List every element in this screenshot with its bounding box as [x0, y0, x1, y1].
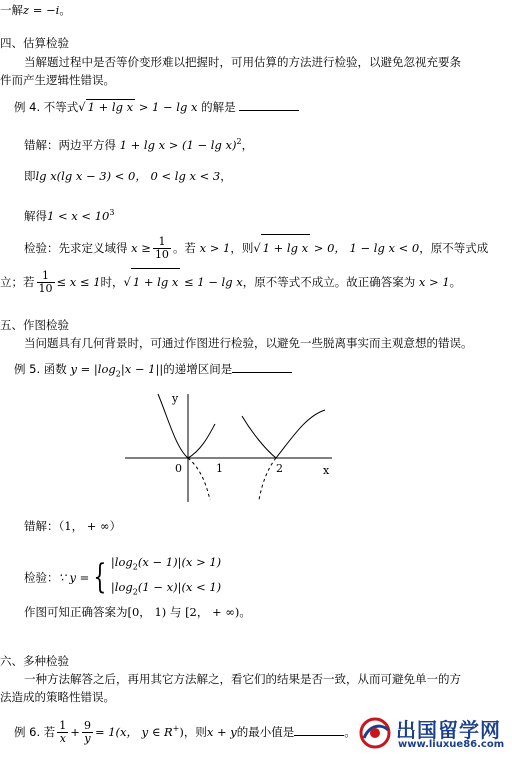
section-6-para-line-1: 一种方法解答之后，再用其它方法解之，看它们的结果是否一致，从而可避免单一的方 — [24, 672, 461, 686]
example-6-expr: = 1(x， y ∈ R — [94, 724, 173, 739]
cont-text-1: 立；若 — [0, 275, 35, 289]
f1-num: 1 — [59, 718, 67, 732]
check-4: 检验：先求定义域得 x ≥ $\frac{1}{10}$ 。若 x > 1，则√ 1 + lg x > 0， 1 − lg x < 0，原不等式成 — [24, 235, 489, 261]
section-5-heading: 五、作图检验 — [0, 318, 69, 332]
step-2-expr: 1 < x < 10 — [47, 208, 110, 223]
fraction-1-10 — [153, 236, 171, 261]
fraction-1-x — [57, 720, 68, 745]
example-4-sqrt: 1 + lg x — [87, 100, 134, 114]
logo-text: 出国留学网 — [396, 718, 501, 742]
intro-prefix: 一解 — [0, 3, 23, 17]
conclusion-5 — [24, 605, 251, 619]
step-2-exp: 3 — [109, 208, 115, 217]
wrong-expr: 1 + lg x > (1 − lg x) — [119, 137, 237, 152]
conclusion-end: 。 — [239, 605, 251, 619]
check-4-continued: 立；若 $\frac{1}{10}$ ≤ x ≤ 1时，√ 1 + lg x ≤ 1 − lg x，原不等式不成立。故正确答案为 x > 1。 — [0, 269, 462, 295]
wrong-solution-4 — [24, 135, 253, 152]
site-logo — [358, 712, 508, 754]
case-2-a: |log — [110, 580, 133, 595]
wrong-label-5: 错解： — [24, 519, 59, 533]
check-expr-3: > 0， 1 − lg x < 0 — [313, 241, 420, 255]
tick-label-1: 1 — [216, 462, 223, 475]
example-5-sub: 2 — [115, 369, 121, 379]
cont-expr-2: ≤ 1 − lg x — [183, 275, 243, 289]
wrong-solution-5 — [24, 519, 121, 533]
example-5-expr-2: |x − 1|| — [120, 362, 164, 376]
cont-expr-3: x > 1 — [418, 275, 450, 289]
piecewise-cases — [111, 552, 221, 603]
intro-end: 。 — [59, 3, 71, 17]
example-6-expr-end: ) — [179, 724, 184, 739]
conclusion-expr: [0， 1) 与 [2， + ∞) — [127, 605, 240, 619]
example-6-text-2: ，则 — [183, 724, 207, 739]
origin-label: 0 — [175, 462, 182, 475]
curve-falling-to-2 — [242, 416, 276, 458]
wrong-label: 错解： — [24, 137, 59, 152]
example-6-sup: + — [172, 724, 180, 733]
cont-sqrt: 1 + lg x — [131, 268, 180, 295]
check-because: ∵ y = — [58, 570, 90, 585]
curve-right-branch — [276, 410, 325, 458]
logo-swirl-icon — [358, 716, 392, 750]
section-4-para-line-2: 件而产生逻辑性错误。 — [0, 73, 115, 87]
case-2-b: (1 − x)|(x < 1) — [137, 580, 222, 595]
function-graph — [120, 388, 340, 506]
x-axis-label: x — [323, 464, 330, 477]
fraction-1-10-b — [37, 270, 55, 295]
f2-den: y — [84, 731, 91, 745]
conclusion-text: 作图可知正确答案为 — [24, 605, 128, 619]
check-text-2: 。若 — [172, 241, 196, 255]
wrong-end: ， — [241, 137, 254, 152]
check-label-5: 检验： — [24, 570, 59, 585]
example-5 — [14, 362, 292, 381]
case-1-a: |log — [110, 555, 133, 569]
case-1-b: (x − 1)|(x > 1) — [137, 555, 222, 569]
section-6-heading: 六、多种检验 — [0, 654, 69, 668]
example-6-question: 的最小值是 — [236, 724, 295, 739]
plus-sign: + — [70, 724, 80, 739]
case-1 — [111, 552, 221, 577]
frac-den-b: 10 — [38, 282, 53, 295]
answer-blank — [239, 100, 299, 111]
example-5-question: 的递增区间是 — [163, 362, 233, 376]
section-5-para: 当问题具有几何背景时，可通过作图进行检验，以避免一些脱离事实而主观意想的错误。 — [24, 336, 473, 350]
example-4-rhs: > 1 − lg x — [138, 100, 198, 114]
tick-label-2: 2 — [276, 462, 283, 475]
curve-dashed-right — [259, 458, 276, 500]
y-axis-label: y — [172, 392, 179, 405]
answer-blank-6 — [294, 725, 344, 736]
case-2 — [111, 577, 221, 602]
step-1-expr: lg x(lg x − 3) < 0， 0 < lg x < 3 — [35, 169, 221, 183]
example-6-label: 例 6. — [14, 724, 41, 739]
check-sqrt: 1 + lg x — [261, 234, 310, 261]
brace-icon: { — [93, 557, 107, 598]
intro-expr: z = −i — [23, 3, 60, 17]
example-6 — [14, 716, 356, 745]
example-6-end: 。 — [344, 724, 356, 739]
wrong-text: 两边平方得 — [58, 137, 116, 152]
wrong-exp: 2 — [236, 137, 242, 146]
check-label: 检验： — [24, 241, 59, 255]
example-6-expr-2: x + y — [206, 724, 237, 739]
step-1 — [24, 169, 232, 183]
step-2-prefix: 解得 — [24, 208, 47, 223]
curve-rising-to-1 — [188, 424, 215, 458]
section-4-para-line-1: 当解题过程中是否等价变形难以把握时，可用估算的方法进行检验，以避免忽视充要条 — [24, 55, 461, 69]
cont-expr-1: ≤ x ≤ 1 — [56, 275, 101, 289]
section-4-heading: 四、估算检验 — [0, 36, 69, 50]
case-1-sub: 2 — [132, 562, 138, 572]
frac-num-b: 1 — [37, 270, 55, 283]
wrong-expr-5: （1， + ∞） — [58, 519, 122, 533]
case-2-sub: 2 — [132, 587, 138, 597]
step-1-end: ， — [220, 169, 232, 183]
example-4-text: 不等式 — [43, 100, 79, 114]
cont-end: 。 — [449, 275, 462, 289]
cont-text-2: 时， — [100, 275, 124, 289]
example-4: 例 4. 不等式√ 1 + lg x > 1 − lg x 的解是 — [14, 99, 299, 114]
curve-dashed-left — [188, 458, 210, 500]
f2-num: 9 — [83, 718, 91, 732]
example-4-label: 例 4. — [14, 100, 41, 114]
frac-num: 1 — [153, 236, 171, 249]
check-expr-2: x > 1 — [199, 241, 231, 255]
example-6-text: 若 — [43, 724, 56, 739]
check-5 — [24, 552, 221, 603]
step-1-prefix: 即 — [24, 169, 36, 183]
example-5-text: 函数 — [43, 362, 67, 376]
answer-blank-5 — [232, 362, 292, 373]
intro-line — [0, 3, 71, 17]
section-6-para-line-2: 法造成的策略性错误。 — [0, 690, 115, 704]
step-2 — [24, 206, 114, 223]
example-5-label: 例 5. — [14, 362, 41, 376]
cont-text-3: ，原不等式不成立。故正确答案为 — [242, 275, 416, 289]
example-4-question: 的解是 — [201, 100, 236, 114]
check-expr-1: x ≥ — [131, 241, 151, 255]
f1-den: x — [59, 731, 66, 745]
logo-url: www.liuxue86.com — [398, 739, 505, 750]
fraction-9-y — [82, 720, 93, 745]
frac-den: 10 — [154, 248, 169, 261]
check-text-1: 先求定义域得 — [58, 241, 128, 255]
check-text-4: ，原不等式成 — [419, 241, 489, 255]
check-text-3: ，则 — [230, 241, 254, 255]
example-5-expr: y = |log — [70, 362, 116, 376]
